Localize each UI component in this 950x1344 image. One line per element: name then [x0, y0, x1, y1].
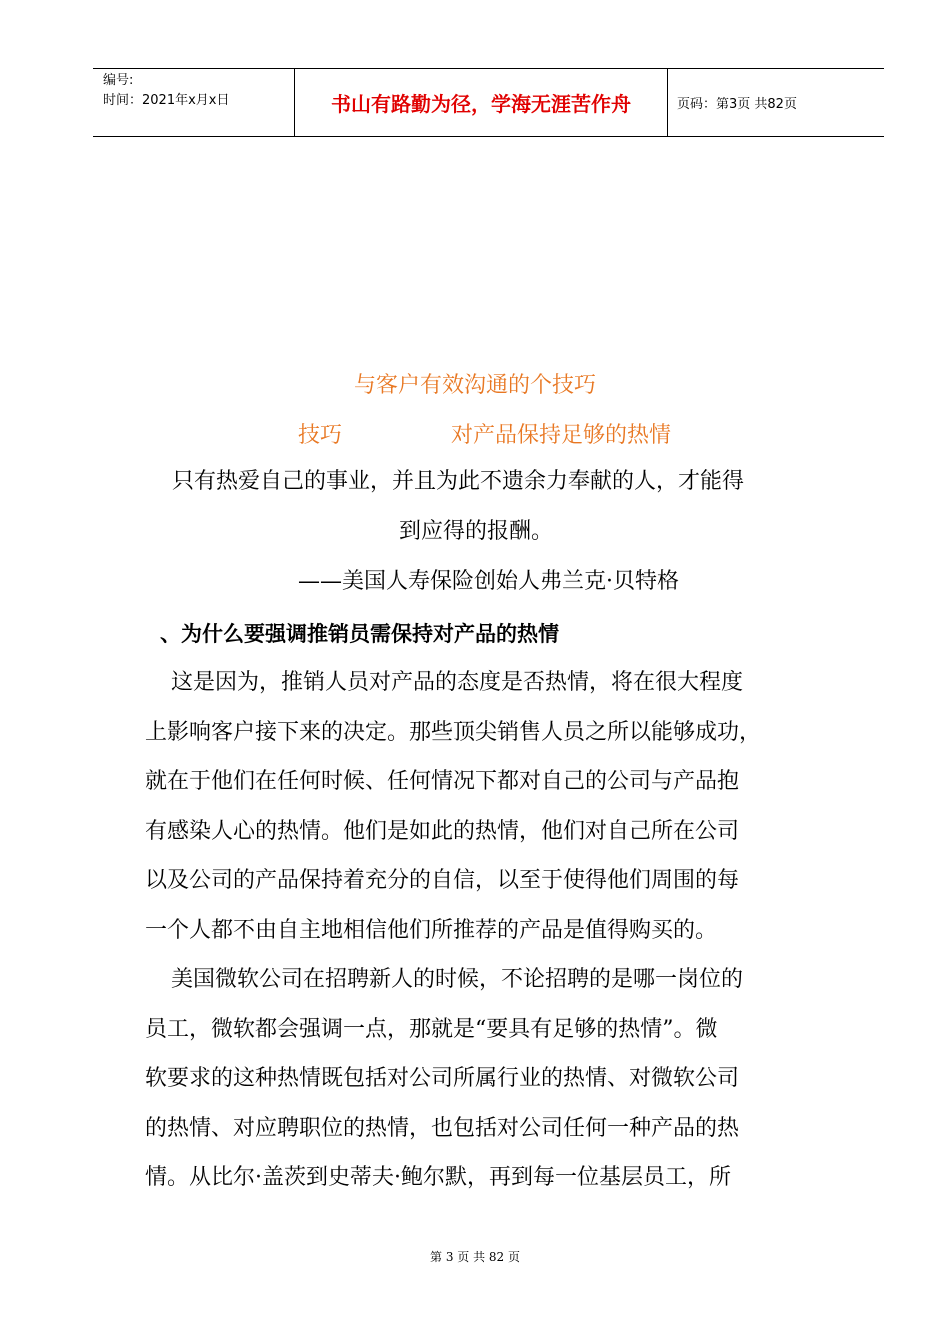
header-motto: 书山有路勤为径，学海无涯苦作舟	[331, 92, 631, 116]
paragraph-line: 有感染人心的热情。他们是如此的热情，他们对自己所在公司	[145, 818, 740, 844]
header-page-info: 页码：第3页 共82页	[677, 97, 797, 112]
subtitle-label: 技巧	[298, 423, 343, 448]
section-heading: 、为什么要强调推销员需保持对产品的热情	[160, 622, 559, 646]
paragraph-line: 美国微软公司在招聘新人的时候，不论招聘的是哪一岗位的	[171, 967, 744, 992]
paragraph-line: 这是因为，推销人员对产品的态度是否热情，将在很大程度	[171, 670, 744, 695]
subtitle-text: 对产品保持足够的热情	[451, 423, 672, 448]
quote-line: 到应得的报酬。	[399, 519, 554, 544]
paragraph-line: 情。从比尔·盖茨到史蒂夫·鲍尔默，再到每一位基层员工，所	[145, 1165, 731, 1190]
paragraph-line: 以及公司的产品保持着充分的自信，以至于使得他们周围的每	[145, 868, 740, 893]
page-footer: 第 3 页 共 82 页	[430, 1250, 520, 1264]
time-label: 时间：2021年x月x日	[103, 93, 230, 108]
paragraph-line: 一个人都不由自主地相信他们所推荐的产品是值得购买的。	[145, 917, 718, 943]
paragraph	[145, 658, 835, 955]
page-header	[93, 68, 884, 137]
paragraph-line: 的热情、对应聘职位的热情，也包括对公司任何一种产品的热	[145, 1115, 740, 1141]
quote-line: 只有热爱自己的事业，并且为此不遗余力奉献的人，才能得	[172, 469, 745, 494]
paragraph-line: 上影响客户接下来的决定。那些顶尖销售人员之所以能够成功，	[145, 719, 762, 745]
number-label: 编号:	[103, 73, 134, 88]
paragraph-line: 员工，微软都会强调一点，那就是“要具有足够的热情”。微	[145, 1016, 718, 1042]
header-meta	[93, 69, 294, 136]
header-divider	[667, 69, 668, 136]
document-title: 与客户有效沟通的个技巧	[353, 373, 596, 398]
paragraph	[145, 955, 835, 1203]
paragraph-line: 软要求的这种热情既包括对公司所属行业的热情、对微软公司	[145, 1066, 740, 1091]
quote-attribution: ——美国人寿保险创始人弗兰克·贝特格	[298, 569, 679, 594]
paragraph-line: 就在于他们在任何时候、任何情况下都对自己的公司与产品抱	[145, 769, 740, 794]
